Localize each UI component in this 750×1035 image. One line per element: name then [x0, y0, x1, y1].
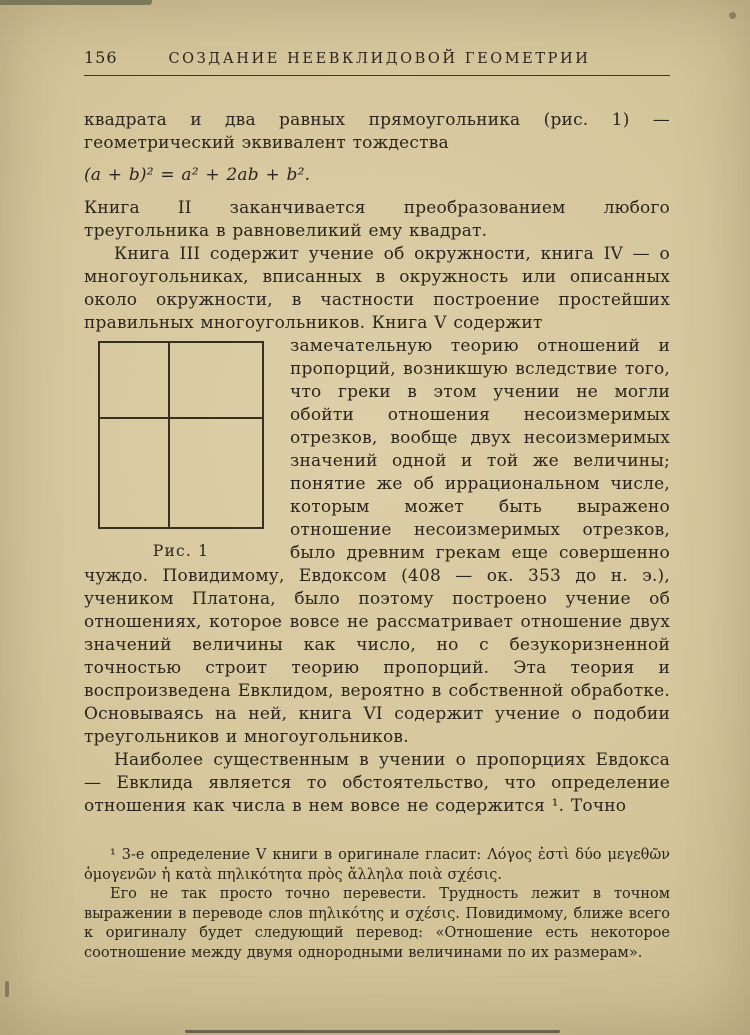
body-text	[84, 109, 670, 818]
footnote-translation: Его не так просто точно перевести. Трудность лежит в точном выражении в переводе слов πηλικότης и σχέσις. Повидимому, ближе всего к оригиналу будет следующий перевод: «Отношение есть некоторое соотношение между двумя однородными величинами по их размерам».	[84, 886, 670, 961]
square-vertical-line	[168, 343, 170, 527]
scan-artifact-top-edge	[0, 0, 152, 5]
running-title: СОЗДАНИЕ НЕЕВКЛИДОВОЙ ГЕОМЕТРИИ	[168, 51, 591, 67]
paragraph-eudoxus: Наиболее существенным в учении о пропорциях Евдокса — Евклида является то обстоятельство, что определение отношения как числа в нем вовсе не содержится ¹. Точно	[84, 750, 670, 816]
figure-caption: Рис. 1	[152, 542, 210, 560]
scan-artifact-bottom-edge	[185, 1030, 560, 1033]
footnote-block	[84, 846, 670, 963]
figure-1	[98, 341, 268, 560]
header-rule	[84, 75, 670, 76]
page-content	[84, 48, 670, 963]
paragraph-book3-intro: Книга III содержит учение об окружности, книга IV — о многоугольниках, вписанных в окружность или описанных около окружности, в частности построение простейших правильных многоугольников. Книга V содержит	[84, 244, 670, 333]
display-formula: (a + b)² = a² + 2ab + b².	[84, 165, 311, 185]
scan-artifact-speck	[729, 12, 736, 19]
paragraph-continuation: квадрата и два равных прямоугольника (рис. 1) — геометрический эквивалент тождества	[84, 110, 670, 153]
page-number: 156	[84, 48, 118, 67]
square-diagram	[98, 341, 264, 529]
running-header	[84, 48, 670, 67]
scan-artifact-left-edge	[5, 981, 9, 997]
square-horizontal-line	[100, 417, 262, 419]
paragraph-book5-theory: замечательную теорию отношений и пропорций, возникшую вследствие того, что греки в этом учении не могли обойти отношения несоизмеримых отрезков, вообще двух несоизмеримых значений одной и той же величины; понятие же об иррациональном числе, которым может быть выражено отношение несоизмеримых отрезков, было древним грекам еще совершенно чуждо. Повидимому, Евдоксом (408 — ок. 353 до н. э.), учеником Платона, было поэтому построено учение об отношениях, которое вовсе не рассматривает отношение двух значений величины как число, но с безукоризненной точностью строит теорию пропорций. Эта теория и воспроизведена Евклидом, вероятно в собственной обработке. Основываясь на ней, книга VI содержит учение о подобии треугольников и многоугольников.	[84, 336, 670, 747]
paragraph-book2: Книга II заканчивается преобразованием любого треугольника в равновеликий ему квадрат.	[84, 198, 670, 241]
footnote-definition-greek: ¹ 3-е определение V книги в оригинале гласит: Λόγος ἐστὶ δύο μεγεθῶν ὁμογενῶν ἡ κατὰ πηλικότητα πρὸς ἄλληλα ποιὰ σχέσις.	[84, 847, 670, 883]
